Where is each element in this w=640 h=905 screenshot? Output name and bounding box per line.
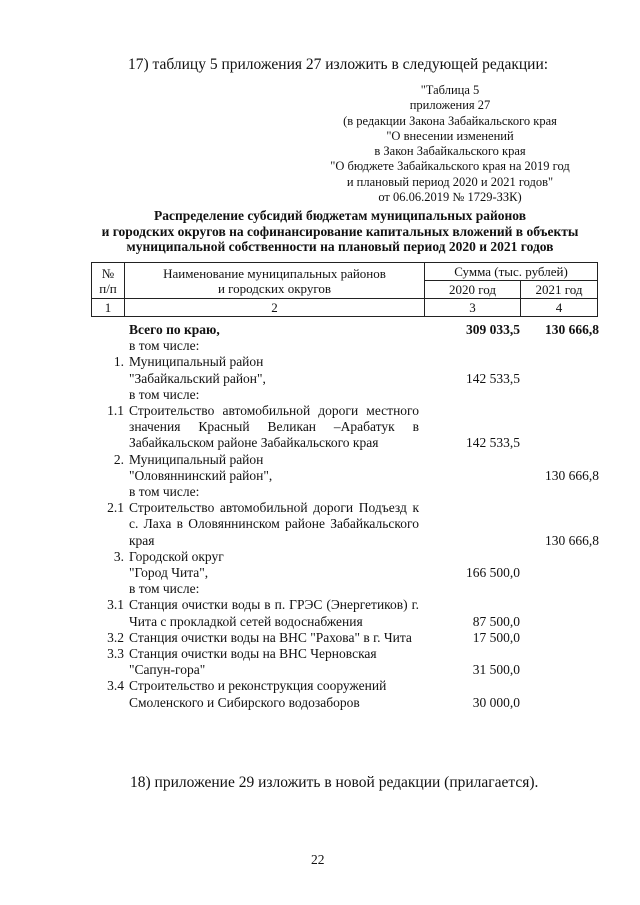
header-sum-cell: Сумма (тыс. рублей) xyxy=(425,263,598,281)
header-name-line2: и городских округов xyxy=(217,280,332,296)
row-name: Городской округ xyxy=(129,548,224,564)
row-name: в том числе: xyxy=(129,581,200,597)
row-value-2020: 17 500,0 xyxy=(472,629,520,645)
table-row xyxy=(91,354,597,370)
column-number-3: 3 xyxy=(425,299,521,317)
header-num-line2: п/п xyxy=(99,280,117,296)
table-row xyxy=(91,646,597,678)
table-row xyxy=(91,630,597,646)
table-row xyxy=(91,565,597,581)
table-row xyxy=(91,371,597,387)
footer-text: 18) приложение 29 изложить в новой редакции (прилагается). xyxy=(130,774,539,791)
row-name: "Забайкальский район", xyxy=(129,370,266,386)
row-value-2020: 87 500,0 xyxy=(472,613,520,629)
row-name: Всего по краю, xyxy=(129,322,220,337)
header-year1-cell: 2020 год xyxy=(425,281,521,299)
row-number: 3.4 xyxy=(107,678,124,694)
row-number: 3.1 xyxy=(107,597,124,613)
table-header xyxy=(91,262,598,317)
column-number-2: 2 xyxy=(125,299,425,317)
row-name: в том числе: xyxy=(129,338,200,354)
row-number: 3.2 xyxy=(107,629,124,645)
row-value-2020: 142 533,5 xyxy=(466,435,520,451)
table-caption-header xyxy=(300,83,600,205)
row-value-2020: 142 533,5 xyxy=(466,370,520,386)
row-value-2020: 30 000,0 xyxy=(472,694,520,710)
table-row xyxy=(91,403,597,452)
row-number: 2.1 xyxy=(107,500,124,516)
row-name: Станция очистки воды на ВНС Черновская "Сапун-гора" xyxy=(129,646,377,678)
table-row xyxy=(91,549,597,565)
header-num-line1: № xyxy=(101,265,115,281)
header-line: "Таблица 5 xyxy=(420,83,480,97)
row-number: 1. xyxy=(113,354,124,370)
document-title xyxy=(60,208,620,255)
table-row xyxy=(91,597,597,629)
header-name-line1: Наименование муниципальных районов xyxy=(163,265,386,281)
header-line: приложения 27 xyxy=(409,98,491,113)
row-name: в том числе: xyxy=(129,386,200,402)
row-name: "Оловяннинский район", xyxy=(129,467,273,483)
row-name: Строительство и реконструкция сооружений Смоленского и Сибирского водозаборов xyxy=(129,678,387,710)
header-year2-cell: 2021 год xyxy=(521,281,598,299)
title-line: Распределение субсидий бюджетам муниципальных районов xyxy=(153,208,527,223)
row-number: 3.3 xyxy=(107,646,124,662)
column-number-4: 4 xyxy=(521,299,598,317)
header-line: "О внесении изменений xyxy=(386,128,514,143)
row-value-2021: 130 666,8 xyxy=(545,467,599,483)
intro-text: 17) таблицу 5 приложения 27 изложить в следующей редакции: xyxy=(128,56,549,73)
table-body xyxy=(91,322,597,711)
table-row xyxy=(91,484,597,500)
row-value-2021: 130 666,8 xyxy=(545,532,599,548)
row-name: Строительство автомобильной дороги Подъезд к с. Лаха в Оловяннинском районе Забайкальского края xyxy=(129,500,419,548)
row-name: Строительство автомобильной дороги местного значения Красный Великан –Арабатук в Забайкальском районе Забайкальского края xyxy=(129,403,419,451)
row-number: 3. xyxy=(113,548,124,564)
row-name: Муниципальный район xyxy=(129,451,264,467)
table-row xyxy=(91,338,597,354)
title-line: муниципальной собственности на плановый период 2020 и 2021 годов xyxy=(126,239,554,254)
row-name: Муниципальный район xyxy=(129,354,264,370)
header-line: в Закон Забайкальского края xyxy=(374,144,526,159)
row-value-2021: 130 666,8 xyxy=(545,322,599,337)
table-row xyxy=(91,468,597,484)
row-value-2020: 31 500,0 xyxy=(472,662,520,678)
row-value-2020: 309 033,5 xyxy=(466,322,520,337)
row-name: Станция очистки воды в п. ГРЭС (Энергетиков) г. Чита с прокладкой сетей водоснабжения xyxy=(129,597,419,629)
page-number: 22 xyxy=(311,852,325,867)
table-row xyxy=(91,452,597,468)
header-line: "О бюджете Забайкальского края на 2019 год xyxy=(330,159,570,174)
header-line: и плановый период 2020 и 2021 годов" xyxy=(346,174,554,189)
header-name-cell xyxy=(125,263,425,299)
header-num-cell xyxy=(92,263,125,299)
row-name: в том числе: xyxy=(129,484,200,500)
row-number: 1.1 xyxy=(107,403,124,419)
table-row xyxy=(91,500,597,549)
header-line: (в редакции Закона Забайкальского края xyxy=(343,113,557,128)
table-row xyxy=(91,387,597,403)
table-row xyxy=(91,678,597,710)
column-number-1: 1 xyxy=(92,299,125,317)
table-row xyxy=(91,581,597,597)
row-value-2020: 166 500,0 xyxy=(466,565,520,581)
header-line: от 06.06.2019 № 1729-ЗЗК) xyxy=(378,190,522,205)
row-name: Станция очистки воды на ВНС "Рахова" в г. Чита xyxy=(129,629,412,645)
row-number: 2. xyxy=(113,451,124,467)
table-row xyxy=(91,322,597,338)
title-line: и городских округов на софинансирование капитальных вложений в объекты xyxy=(101,223,579,239)
row-name: "Город Чита", xyxy=(129,565,209,581)
